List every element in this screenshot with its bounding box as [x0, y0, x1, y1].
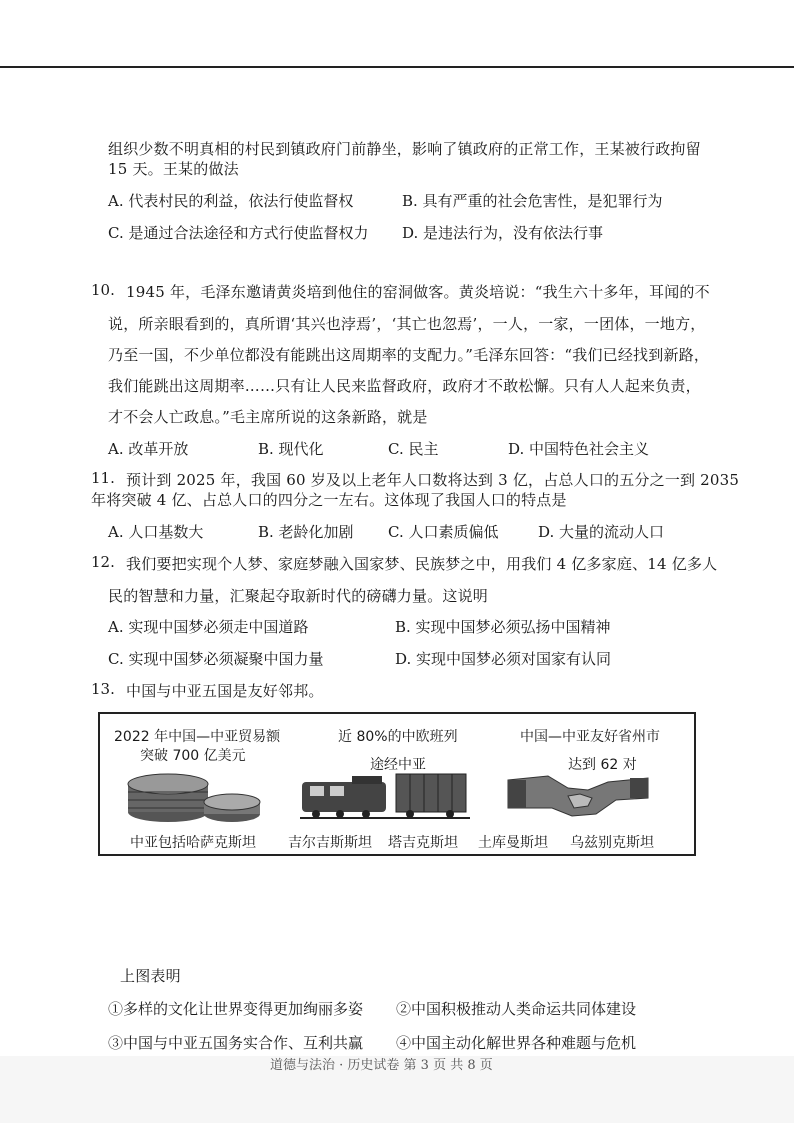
- q9-option-d: D. 是违法行为，没有依法行事: [402, 224, 604, 242]
- caption-kyrgyzstan: 吉尔吉斯斯坦: [288, 835, 372, 851]
- q9-stem-line1: 组织少数不明真相的村民到镇政府门前静坐，影响了镇政府的正常工作，王某被行政拘留: [108, 140, 701, 158]
- q11-line2: 年将突破 4 亿、占总人口的四分之一左右。这体现了我国人口的特点是: [91, 491, 567, 509]
- handshake-illustration: [508, 768, 648, 824]
- q10-option-d: D. 中国特色社会主义: [508, 440, 650, 458]
- q11-option-d: D. 大量的流动人口: [538, 523, 665, 541]
- q13-number: 13.: [91, 680, 115, 698]
- q10-option-a: A. 改革开放: [108, 440, 189, 458]
- train-label-line1: 近 80%的中欧班列: [338, 729, 458, 745]
- q11-option-b: B. 老龄化加剧: [258, 523, 354, 541]
- caption-uzbekistan: 乌兹别克斯坦: [570, 835, 654, 851]
- q12-number: 12.: [91, 553, 115, 571]
- q10-line1: 1945 年，毛泽东邀请黄炎培到他住的窑洞做客。黄炎培说：“我生六十多年，耳闻的不: [126, 283, 710, 301]
- partner-label-line2: 达到 62 对: [568, 757, 637, 773]
- header-rule: [0, 66, 794, 68]
- q10-option-b: B. 现代化: [258, 440, 324, 458]
- q13-stem: 中国与中亚五国是友好邻邦。: [126, 682, 324, 700]
- q9-option-a: A. 代表村民的利益，依法行使监督权: [108, 192, 354, 210]
- q9-option-c: C. 是通过合法途径和方式行使监督权力: [108, 224, 369, 242]
- q12-option-a: A. 实现中国梦必须走中国道路: [108, 618, 309, 636]
- caption-turkmenistan: 土库曼斯坦: [478, 835, 548, 851]
- q10-line4: 我们能跳出这周期率……只有让人民来监督政府，政府才不敢松懈。只有人人起来负责，: [108, 377, 701, 395]
- q12-option-c: C. 实现中国梦必须凝聚中国力量: [108, 650, 324, 668]
- q13-choice-2: ②中国积极推动人类命运共同体建设: [396, 1000, 637, 1018]
- q9-stem-line2: 15 天。王某的做法: [108, 160, 239, 178]
- q13-choice-1: ①多样的文化让世界变得更加绚丽多姿: [108, 1000, 364, 1018]
- q11-option-c: C. 人口素质偏低: [388, 523, 499, 541]
- q12-option-b: B. 实现中国梦必须弘扬中国精神: [395, 618, 611, 636]
- q11-line1: 预计到 2025 年，我国 60 岁及以上老年人口数将达到 3 亿，占总人口的五分之一到 2035: [126, 471, 740, 489]
- q12-line2: 民的智慧和力量，汇聚起夺取新时代的磅礴力量。这说明: [108, 587, 489, 605]
- q10-option-c: C. 民主: [388, 440, 439, 458]
- q10-line2: 说，所亲眼看到的，真所谓‘其兴也浡焉’，‘其亡也忽焉’，一人，一家，一团体，一地方，: [108, 315, 706, 333]
- caption-tajikistan: 塔吉克斯坦: [388, 835, 458, 851]
- q12-line1: 我们要把实现个人梦、家庭梦融入国家梦、民族梦之中，用我们 4 亿多家庭、14 亿多人: [126, 555, 718, 573]
- q13-choice-4: ④中国主动化解世界各种难题与危机: [396, 1034, 637, 1052]
- train-label-line2: 途经中亚: [370, 757, 426, 773]
- page-footer: [270, 1054, 493, 1064]
- trade-label-line2: 突破 700 亿美元: [140, 748, 246, 764]
- q11-option-a: A. 人口基数大: [108, 523, 204, 541]
- partner-label-line1: 中国—中亚友好省州市: [520, 729, 660, 745]
- caption-central-asia: 中亚包括哈萨克斯坦: [130, 835, 256, 851]
- q9-option-b: B. 具有严重的社会危害性，是犯罪行为: [402, 192, 663, 210]
- q10-number: 10.: [91, 281, 115, 299]
- q13-figure-box: [98, 712, 696, 856]
- q11-number: 11.: [91, 469, 115, 487]
- train-illustration: [300, 768, 470, 824]
- coins-illustration: [124, 762, 264, 824]
- q10-line3: 乃至一国，不少单位都没有能跳出这周期率的支配力。”毛泽东回答：“我们已经找到新路，: [108, 346, 710, 364]
- q13-choice-3: ③中国与中亚五国务实合作、互利共赢: [108, 1034, 364, 1052]
- q10-line5: 才不会人亡政息。”毛主席所说的这条新路，就是: [108, 408, 428, 426]
- trade-label-line1: 2022 年中国—中亚贸易额: [114, 729, 281, 745]
- q12-option-d: D. 实现中国梦必须对国家有认同: [395, 650, 612, 668]
- q13-lead: 上图表明: [120, 967, 181, 985]
